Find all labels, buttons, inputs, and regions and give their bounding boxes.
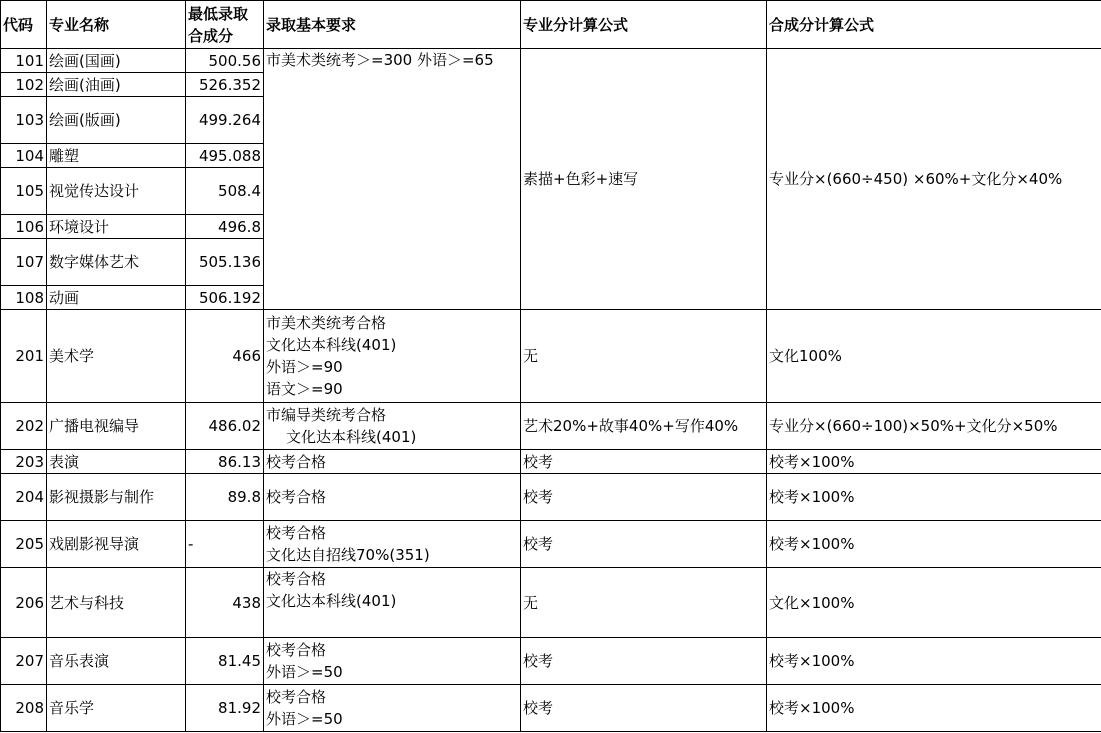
header-min-score [186,1,264,49]
cell-major-formula: 校考 [521,685,767,732]
cell-name: 影视摄影与制作 [47,474,186,521]
cell-name: 音乐学 [47,685,186,732]
cell-composite-formula: 专业分×(660÷100)×50%+文化分×50% [767,403,1101,450]
cell-name: 广播电视编导 [47,403,186,450]
cell-composite-formula: 校考×100% [767,450,1101,474]
cell-name: 数字媒体艺术 [47,239,186,286]
cell-major-formula: 校考 [521,521,767,568]
table-row [1,568,1101,638]
table-row [1,49,1101,73]
cell-code: 102 [1,73,47,97]
cell-composite-formula: 文化×100% [767,568,1101,638]
cell-major-formula: 校考 [521,474,767,521]
cell-code: 201 [1,310,47,403]
cell-code: 205 [1,521,47,568]
cell-name: 艺术与科技 [47,568,186,638]
requirement-line: 外语＞=50 [266,663,343,681]
requirement-line: 文化达本科线(401) [266,592,397,610]
cell-code: 106 [1,215,47,239]
table-row [1,450,1101,474]
cell-score: - [186,521,264,568]
requirement-line: 校考合格 [266,452,327,471]
requirement-line: 文化达自招线70%(351) [266,546,430,564]
header-requirement: 录取基本要求 [264,1,521,49]
cell-composite-formula: 文化100% [767,310,1101,403]
table-row [1,685,1101,732]
header-code: 代码 [1,1,47,49]
cell-requirement-group: 市美术类统考＞=300 外语＞=65 [264,49,521,310]
cell-name: 雕塑 [47,144,186,168]
requirement-line: 校考合格 [266,641,327,659]
cell-code: 208 [1,685,47,732]
cell-code: 203 [1,450,47,474]
table-row [1,638,1101,685]
requirement-line: 文化达本科线(401) [266,336,397,354]
cell-code: 202 [1,403,47,450]
header-min-score-line2: 合成分 [188,26,234,45]
cell-requirement [264,474,521,521]
requirement-line: 语文＞=90 [266,380,343,398]
cell-requirement [264,638,521,685]
cell-name: 戏剧影视导演 [47,521,186,568]
cell-name: 表演 [47,450,186,474]
requirement-line: 文化达本科线(401) [286,428,417,446]
cell-requirement [264,521,521,568]
cell-score: 496.8 [186,215,264,239]
cell-score: 526.352 [186,73,264,97]
header-major-formula: 专业分计算公式 [521,1,767,49]
cell-composite-formula: 校考×100% [767,685,1101,732]
cell-score: 89.8 [186,474,264,521]
cell-score: 86.13 [186,450,264,474]
cell-code: 103 [1,97,47,144]
cell-requirement [264,685,521,732]
cell-score: 508.4 [186,168,264,215]
cell-code: 207 [1,638,47,685]
cell-name: 动画 [47,286,186,310]
table-row [1,474,1101,521]
cell-score: 506.192 [186,286,264,310]
cell-requirement [264,310,521,403]
cell-major-formula: 无 [521,310,767,403]
requirement-line: 外语＞=90 [266,358,343,376]
cell-code: 107 [1,239,47,286]
requirement-line: 外语＞=50 [266,710,343,728]
cell-score: 438 [186,568,264,638]
cell-code: 104 [1,144,47,168]
requirement-line: 校考合格 [266,488,327,506]
requirement-line: 校考合格 [266,524,327,542]
cell-code: 101 [1,49,47,73]
table-row [1,310,1101,403]
requirement-line: 市美术类统考合格 [266,314,387,332]
cell-score: 499.264 [186,97,264,144]
cell-score: 486.02 [186,403,264,450]
cell-score: 495.088 [186,144,264,168]
cell-requirement [264,403,521,450]
cell-score: 505.136 [186,239,264,286]
header-row [1,1,1101,49]
cell-code: 105 [1,168,47,215]
cell-name: 美术学 [47,310,186,403]
header-min-score-line1: 最低录取 [188,4,249,23]
cell-code: 206 [1,568,47,638]
cell-requirement [264,450,521,474]
requirement-line: 市编导类统考合格 [266,406,387,424]
cell-composite-formula: 校考×100% [767,474,1101,521]
requirement-line: 校考合格 [266,570,327,588]
cell-major-formula: 艺术20%+故事40%+写作40% [521,403,767,450]
cell-name: 环境设计 [47,215,186,239]
cell-name: 绘画(国画) [47,49,186,73]
cell-composite-formula: 校考×100% [767,638,1101,685]
cell-code: 108 [1,286,47,310]
table-row [1,403,1101,450]
cell-name: 视觉传达设计 [47,168,186,215]
cell-score: 81.92 [186,685,264,732]
cell-score: 81.45 [186,638,264,685]
cell-major-formula: 校考 [521,450,767,474]
header-composite-formula: 合成分计算公式 [767,1,1101,49]
cell-requirement [264,568,521,638]
cell-composite-formula-group: 专业分×(660÷450) ×60%+文化分×40% [767,49,1101,310]
cell-major-formula: 无 [521,568,767,638]
cell-composite-formula: 校考×100% [767,521,1101,568]
cell-major-formula: 校考 [521,638,767,685]
cell-name: 绘画(版画) [47,97,186,144]
cell-code: 204 [1,474,47,521]
cell-score: 500.56 [186,49,264,73]
cell-name: 音乐表演 [47,638,186,685]
table-row [1,521,1101,568]
header-name: 专业名称 [47,1,186,49]
cell-major-formula-group: 素描+色彩+速写 [521,49,767,310]
cell-name: 绘画(油画) [47,73,186,97]
requirement-line: 校考合格 [266,688,327,706]
cell-score: 466 [186,310,264,403]
